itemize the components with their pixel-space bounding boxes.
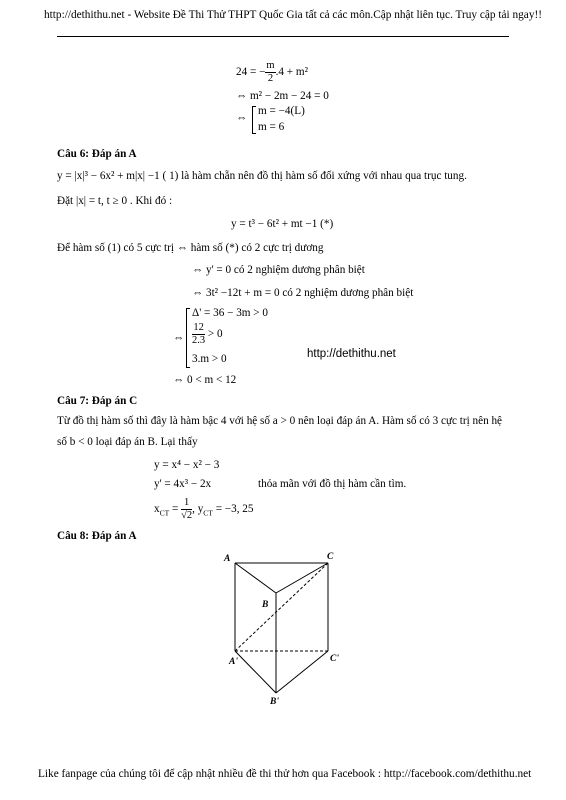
q5-frac-num: m [266, 60, 275, 71]
q6-system-brace [186, 308, 187, 368]
q7-e2-note: thỏa mãn với đồ thị hàm cần tìm. [258, 478, 407, 490]
q6-sys-equiv: ⇔ [173, 332, 185, 344]
q7-yct-val: = −3, 25 [212, 503, 254, 516]
q5-bracket [252, 106, 253, 134]
q5-frac-den: 2 [267, 73, 274, 84]
q6-sys-fraction [192, 322, 205, 347]
q7-yct-sub: CT [203, 508, 213, 518]
edge-A1B1 [235, 651, 276, 693]
watermark-link[interactable]: http://dethithu.net [307, 348, 396, 360]
q5-fraction [265, 60, 275, 85]
q7-eq-sign: = [169, 503, 182, 516]
q6-sys-1: Δ' = 36 − 3m > 0 [192, 307, 268, 319]
q7-p1: Từ đồ thị hàm số thì đây là hàm bậc 4 với hệ số a > 0 nên loại đáp án A. Hàm số có 3 cực trị nên hệ [57, 415, 503, 427]
page-header: http://dethithu.net - Website Đề Thi Thử THPT Quốc Gia tất cả các môn.Cập nhật liên tục. Truy cập tải ngay!! [44, 9, 542, 21]
q5-case-1: m = −4(L) [258, 105, 305, 117]
q7-frac-num: 1 [181, 497, 192, 510]
label-A-prime: A' [229, 657, 238, 667]
edge-AB [235, 563, 276, 593]
q7-xct: x [154, 503, 160, 516]
q7-xct-sub: CT [159, 508, 170, 518]
q5-case-2: m = 6 [258, 121, 285, 133]
q5-l1-left: 24 = − [236, 66, 266, 79]
q6-sys-3: 3.m > 0 [192, 353, 227, 365]
q7-yct: , y [192, 503, 204, 516]
q5-equiv: ⇔ [236, 112, 248, 124]
q6-sys-2-rest: > 0 [207, 328, 223, 341]
q6-p3: Để hàm số (1) có 5 cực trị ⇔ hàm số (*) có 2 cực trị dương [57, 242, 324, 254]
q6-frac-den: 2.3 [192, 335, 206, 346]
q6-title: Câu 6: Đáp án A [57, 148, 137, 160]
label-C-prime: C' [330, 654, 339, 664]
q6-sys-2 [192, 322, 223, 347]
q5-line-1 [236, 60, 308, 85]
label-B-prime: B' [270, 697, 279, 707]
q6-p5: ⇔ 3t² −12t + m = 0 có 2 nghiệm dương phân biệt [192, 287, 414, 299]
edge-A1C [235, 563, 328, 651]
page-footer: Like fanpage của chúng tôi để cập nhật nhiều đề thi thử hơn qua Facebook : http://facebook.com/dethithu.net [38, 768, 532, 780]
prism-figure [220, 550, 360, 710]
q6-frac-num: 12 [193, 322, 204, 333]
q7-e3 [154, 497, 253, 522]
header-divider [57, 36, 509, 37]
q6-p2: Đặt |x| = t, t ≥ 0 . Khi đó : [57, 195, 173, 207]
q6-p1: y = |x|³ − 6x² + m|x| −1 ( 1) là hàm chẵn nên đồ thị hàm số đối xứng với nhau qua trục tung. [57, 170, 467, 182]
label-C: C [327, 552, 334, 562]
q7-e2: y' = 4x³ − 2x [154, 478, 212, 490]
q7-e1: y = x⁴ − x² − 3 [154, 459, 220, 471]
q7-fraction [181, 497, 192, 522]
q7-p2: số b < 0 loại đáp án B. Lại thấy [57, 436, 198, 448]
label-B: B [262, 600, 269, 610]
q7-title: Câu 7: Đáp án C [57, 395, 138, 407]
q8-title: Câu 8: Đáp án A [57, 530, 137, 542]
q7-frac-den: √2 [181, 510, 193, 521]
edge-BC [276, 563, 328, 593]
edge-B1C1 [276, 651, 328, 693]
q6-eq: y = t³ − 6t² + mt −1 (*) [231, 218, 334, 230]
q6-p4: ⇔ y' = 0 có 2 nghiệm dương phân biệt [192, 264, 365, 276]
label-A: A [224, 554, 231, 564]
q6-result: ⇔ 0 < m < 12 [173, 374, 237, 386]
q5-line-2: ⇔ m² − 2m − 24 = 0 [236, 90, 329, 102]
q5-l1-right: .4 + m² [275, 66, 308, 79]
